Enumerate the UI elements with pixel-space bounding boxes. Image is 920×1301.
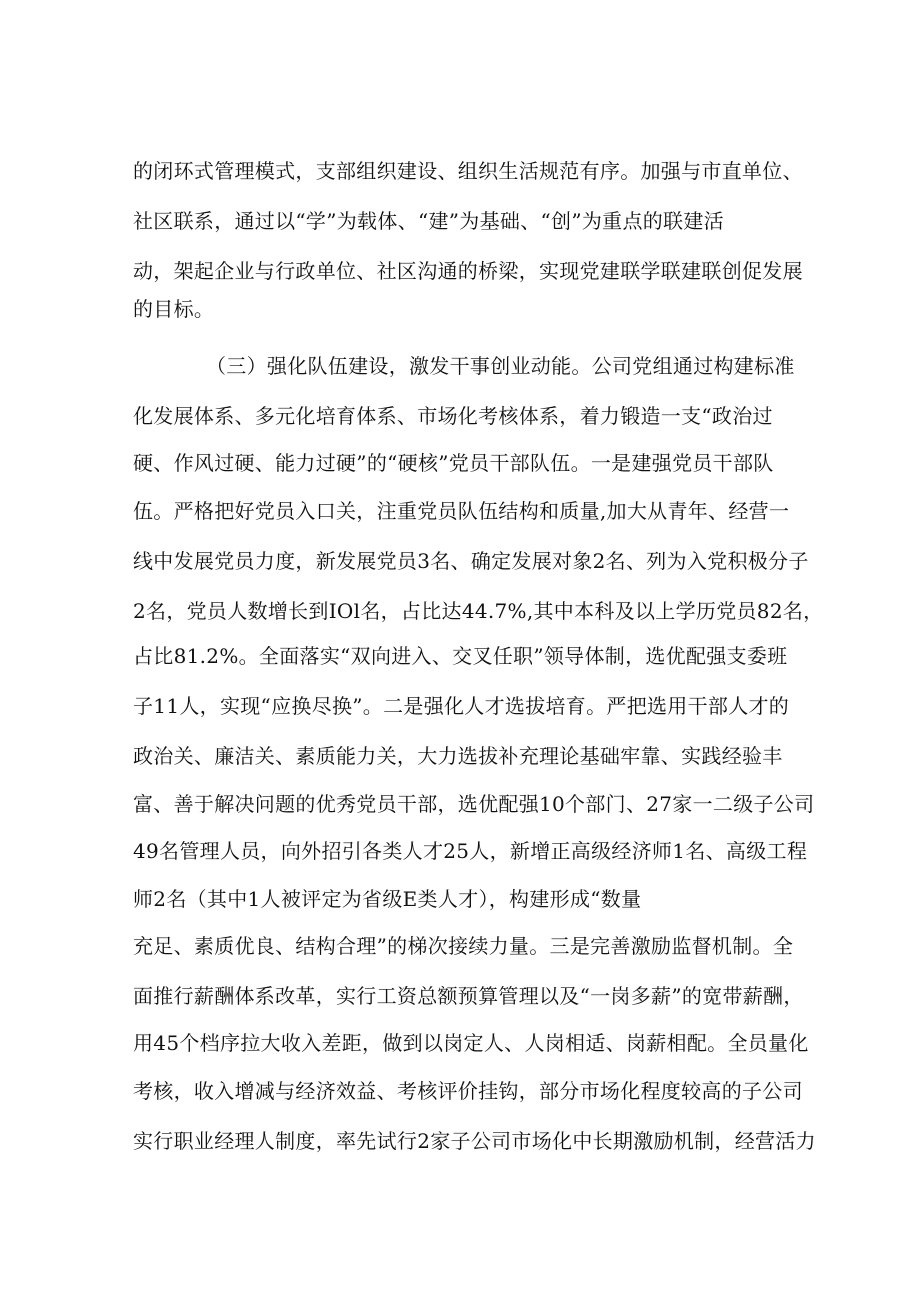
text-line: 用45个档序拉大收入差距，做到以岗定人、人岗相适、岗薪相配。全员量化 bbox=[133, 1031, 809, 1055]
text-line: 实行职业经理人制度，率先试行2家子公司市场化中长期激励机制，经营活力 bbox=[133, 1129, 816, 1153]
text-line: 富、善于解决问题的优秀党员干部，选优配强10个部门、27家一二级子公司 bbox=[133, 792, 815, 816]
text-line: 动，架起企业与行政单位、社区沟通的桥梁，实现党建联学联建联创促发展 bbox=[133, 259, 803, 283]
text-line: 政治关、廉洁关、素质能力关，大力选拔补充理论基础牢靠、实践经验丰 bbox=[133, 744, 783, 768]
text-line: 2名，党员人数增长到IOl名，占比达44.7%,其中本科及以上学历党员82名， bbox=[133, 599, 824, 623]
section-heading-line: （三）强化队伍建设，激发干事创业动能。公司党组通过构建标准 bbox=[206, 354, 795, 378]
text-line: 占比81.2%。全面落实“双向进入、交叉任职”领导体制，选优配强支委班 bbox=[133, 644, 788, 668]
text-line: 化发展体系、多元化培育体系、市场化考核体系，着力锻造一支“政治过 bbox=[133, 404, 773, 428]
text-line: 的闭环式管理模式，支部组织建设、组织生活规范有序。加强与市直单位、 bbox=[133, 159, 803, 183]
text-line: 线中发展党员力度，新发展党员3名、确定发展对象2名、列为入党积极分子 bbox=[133, 549, 809, 573]
text-line: 师2名（其中1人被评定为省级E类人才），构建形成“数量 bbox=[133, 887, 642, 911]
text-line: 充足、素质优良、结构合理”的梯次接续力量。三是完善激励监督机制。全 bbox=[133, 934, 794, 958]
text-line: 面推行薪酬体系改革，实行工资总额预算管理以及“一岗多薪”的宽带薪酬， bbox=[133, 984, 804, 1008]
text-line: 考核，收入增减与经济效益、考核评价挂钩，部分市场化程度较高的子公司 bbox=[133, 1079, 803, 1103]
text-line: 49名管理人员，向外招引各类人才25人，新增正高级经济师1名、高级工程 bbox=[133, 839, 808, 863]
text-line: 子11人，实现“应换尽换”。二是强化人才选拔培育。严把选用干部人才的 bbox=[133, 694, 790, 718]
text-line: 的目标。 bbox=[133, 297, 215, 321]
text-line: 伍。严格把好党员入口关，注重党员队伍结构和质量,加大从青年、经营一 bbox=[133, 499, 790, 523]
text-line: 社区联系，通过以“学”为载体、“建”为基础、“创”为重点的联建活 bbox=[133, 209, 724, 233]
text-line: 硬、作风过硬、能力过硬”的“硬核”党员干部队伍。一是建强党员干部队 bbox=[133, 451, 774, 475]
